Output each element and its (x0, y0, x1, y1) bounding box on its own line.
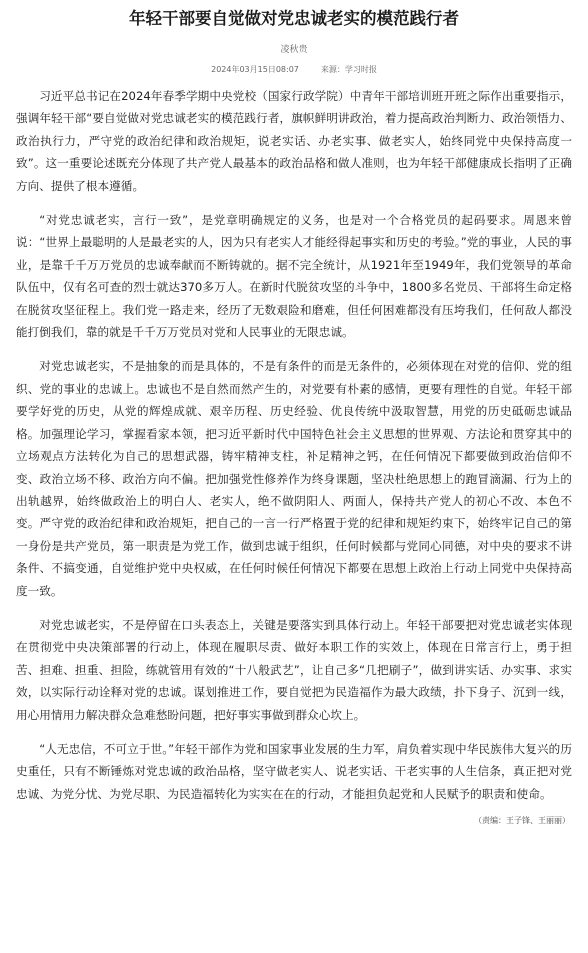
article-body (16, 85, 572, 805)
paragraph: “人无忠信，不可立于世。”年轻干部作为党和国家事业发展的生力军，肩负着实现中华民族伟大复兴的历史重任，只有不断锤炼对党忠诚的政治品格，坚守做老实人、说老实话、干老实事的人生信条，真正把对党忠诚、为党分忧、为党尽职、为民造福转化为实实在在的行动，才能担负起党和人民赋予的职责和使命。 (16, 741, 572, 801)
paragraph: 习近平总书记在2024年春季学期中央党校（国家行政学院）中青年干部培训班开班之际作出重要指示，强调年轻干部“要自觉做对党忠诚老实的模范践行者，旗帜鲜明讲政治，着力提高政治判断力、政治领悟力、政治执行力，严守党的政治纪律和政治规矩，说老实话、办老实事、做老实人，始终同党中央保持高度一致”。这一重要论述既充分体现了共产党人最基本的政治品格和做人准则，也为年轻干部健康成长指明了正确方向、提供了根本遵循。 (16, 89, 572, 193)
article-title: 年轻干部要自觉做对党忠诚老实的模范践行者 (129, 9, 459, 28)
publish-date: 2024年03月15日08:07 (211, 65, 299, 74)
paragraph: “对党忠诚老实，言行一致”，是党章明确规定的义务，也是对一个合格党员的起码要求。周恩来曾说：“世界上最聪明的人是最老实的人，因为只有老实人才能经得起事实和历史的考验。”党的事业，人民的事业，是靠千千万万党员的忠诚奉献而不断铸就的。据不完全统计，从1921年至1949年，我们党领导的革命队伍中，仅有名可查的烈士就达370多万人。在新时代脱贫攻坚的斗争中，1800多名党员、干部将生命定格在脱贫攻坚征程上。我们党一路走来，经历了无数艰险和磨难，但任何困难都没有压垮我们，任何敌人都没能打倒我们，靠的就是千千万万党员对党和人民事业的无限忠诚。 (16, 213, 572, 340)
editor-credits: （责编：王子锋、王丽丽） (474, 816, 570, 826)
article-author: 凌秋贵 (280, 45, 308, 55)
paragraph: 对党忠诚老实，不是停留在口头表态上，关键是要落实到具体行动上。年轻干部要把对党忠诚老实体现在贯彻党中央决策部署的行动上，体现在履职尽责、做好本职工作的实效上，体现在日常言行上，勇于担苦、担难、担重、担险，练就管用有效的“十八般武艺”，让自己多“几把刷子”，做到讲实话、办实事、求实效，以实际行动诠释对党的忠诚。谋划推进工作，要自觉把为民造福作为最大政绩，扑下身子、沉到一线，用心用情用力解决群众急难愁盼问题，把好事实事做到群众心坎上。 (16, 617, 572, 722)
paragraph: 对党忠诚老实，不是抽象的而是具体的，不是有条件的而是无条件的，必须体现在对党的信仰、党的组织、党的事业的忠诚上。忠诚也不是自然而然产生的，对党要有朴素的感情，更要有理性的自觉。年轻干部要学好党的历史，从党的辉煌成就、艰辛历程、历史经验、优良传统中汲取智慧，用党的历史砥砺忠诚品格。加强理论学习，掌握看家本领，把习近平新时代中国特色社会主义思想的世界观、方法论和贯穿其中的立场观点方法转化为自己的思想武器，铸牢精神支柱，补足精神之钙，在任何情况下都要做到政治信仰不变、政治立场不移、政治方向不偏。把加强党性修养作为终身课题，坚决杜绝思想上的跑冒滴漏、行为上的出轨越界，始终做政治上的明白人、老实人，绝不做阴阳人、两面人，保持共产党人的初心不改、本色不变。严守党的政治纪律和政治规矩，把自己的一言一行严格置于党的纪律和规矩约束下，始终牢记自己的第一身份是共产党员，第一职责是为党工作，做到忠诚于组织，任何时候都与党同心同德，对中央的要求不讲条件、不搞变通，自觉维护党中央权威，在任何时候任何情况下都要在思想上政治上行动上同党中央保持高度一致。 (16, 359, 572, 598)
article-meta (16, 64, 572, 75)
article-source: 来源：学习时报 (320, 65, 377, 74)
